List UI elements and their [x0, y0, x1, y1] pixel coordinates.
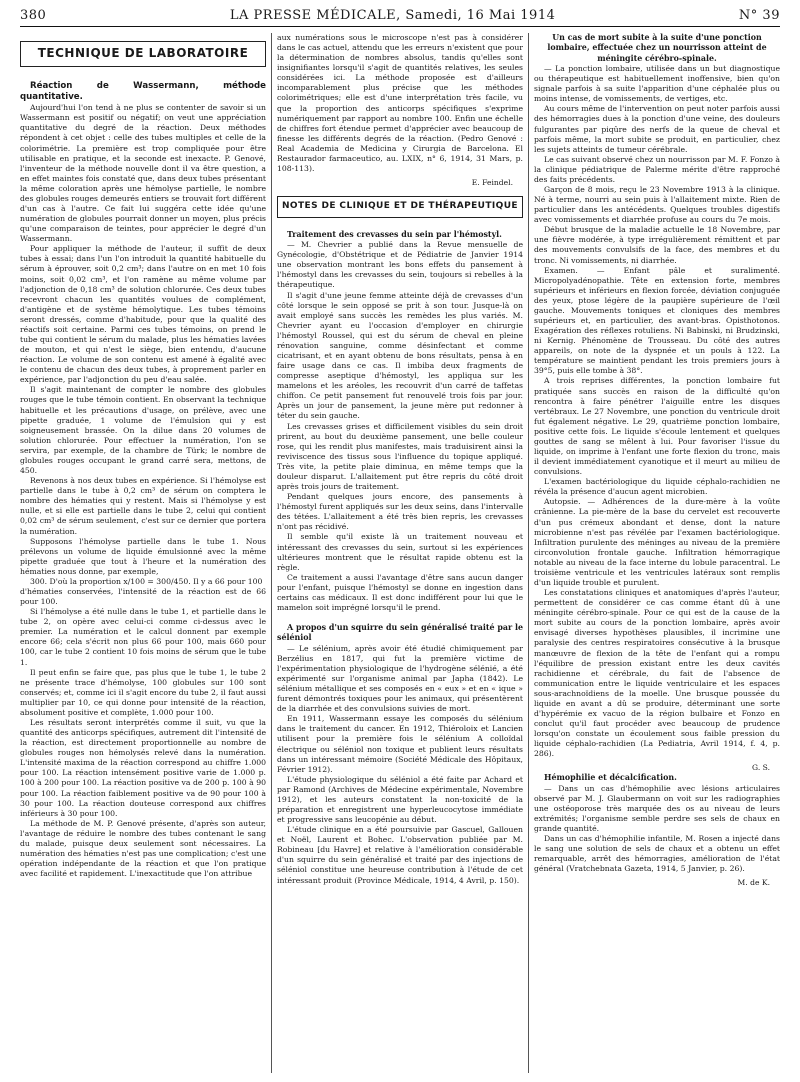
author-signature: G. S. — [752, 763, 770, 773]
paragraph: d'hématies conservées, l'intensité de la réaction est de 66 pour 100. — [20, 586, 266, 607]
paragraph: En 1911, Wassermann essaye les composés du sélénium dans le traitement du cancer. En 1912, Thiéroloix et Lancien utilisent pour la première fois le sélénium A colloïdal électrique ou séléniol non toxique et publient leurs résultats dans un intéressant mémoire (Société Médicale des Hôpitaux, Février 1912). — [277, 714, 523, 774]
paragraph: Il semble qu'il existe là un traitement nouveau et intéressant des crevasses du sein, surtout si les expériences ultérieures montrent que le résultat rapide obtenu est la règle. — [277, 532, 523, 572]
paragraph: Les résultats seront interprétés comme il suit, vu que la quantité des anticorps spécifiques, autrement dit l'intensité de la réaction, est directement proportionnelle au nombre de globules rouges non hémolysés relevé dans la numération. L'intensité maxima de la réaction correspond au chiffre 1.000 pour 100. La réaction intensément positive varie de 1.000 p. 100 à 200 pour 100. La réaction positive va de 200 p. 100 à 90 pour 100. La réaction faiblement positive va de 90 pour 100 à 30 pour 100. La réaction douteuse correspond aux chiffres inférieurs à 30 pour 100. — [20, 717, 266, 818]
paragraph: Il s'agit maintenant de compter le nombre des globules rouges que le tube témoin contient. En observant la technique habituelle et les précautions d'usage, on prélève, avec une pipette graduée, 1 volume de l'émulsion qui y est soigneusement brassée. On la dilue dans 20 volumes de solution chlorurée. Pour effectuer la numération, l'on se servira, par exemple, de la chambre de Türk; le nombre de globules rouges occupant le grand carré sera, mettons, de 450. — [20, 385, 266, 476]
article-title: Réaction de Wassermann, méthode quantitative. — [20, 80, 266, 102]
paragraph: aux numérations sous le microscope n'est pas à considérer dans le cas actuel, attendu que les erreurs n'existent que pour la détermination de nombres absolus, tandis qu'elles sont insignifiantes lorsqu'il s'agit de quantités relatives, les seules considérées ici. La méthode proposée est d'ailleurs incomparablement plus précise que les méthodes colorimétriques; elle est d'une interprétation très facile, vu que la proportion des anticorps spécifiques s'exprime numériquement par rapport au nombre 100. Enfin une échelle de chiffres fort étendue permet d'apprécier avec beaucoup de finesse les différents degrés de la réaction. (Pedro Genové : Real Academia de Medicina y Cirurgia de Barcelona. El Restaurador farmaceutico, au. LXIX, n° 6, 1914, 31 Mars, p. 108-113). — [277, 33, 523, 174]
section-heading: TECHNIQUE DE LABORATOIRE — [20, 41, 266, 67]
issue-number: N° 39 — [738, 8, 780, 23]
column-1 — [20, 33, 266, 1073]
paragraph: — M. Chevrier a publié dans la Revue mensuelle de Gynécologie, d'Obstétrique et de Pédiatrie de Janvier 1914 une observation montrant les bons effets du pansement à l'hémostyl dans les crevasses du sein, toujours si rebelles à la thérapeutique. — [277, 240, 523, 290]
paragraph: — Le sélénium, après avoir été étudié chimiquement par Berzélius en 1817, qui fut la première victime de l'expérimentation physiologique de l'hydrogène sélénié, a été expérimenté sur l'organisme animal par Japha (1842). Le sélénium métallique et ses composés en « eux » et en « ique » furent démontrés toxiques pour les animaux, qui présentèrent de la diarrhée et des convulsions suivies de mort. — [277, 643, 523, 714]
paragraph: Dans un cas d'hémophilie infantile, M. Rosen a injecté dans le sang une solution de sels de chaux et a obtenu un effet remarquable, arrêt des hémorragies, amélioration de l'état général (Vratchebnata Gazeta, 1914, 5 Janvier, p. 26). — [534, 834, 780, 874]
paragraph: A trois reprises différentes, la ponction lombaire fut pratiquée sans succès en raison de la difficulté qu'on rencontra à faire pénétrer l'aiguille entre les disques vertébraux. Le 27 Novembre, une ponction du ventricule droit fut également négative. Le 29, quatrième ponction lombaire, positive cette fois. Le liquide s'écoule lentement et quelques gouttes de sang se mêlent à lui. Pour favoriser l'issue du liquide, on imprime à l'enfant une forte flexion du tronc, mais il devient immédiatement cyanotique et il meurt au milieu de convulsions. — [534, 376, 780, 477]
article-title: A propos d'un squirre du sein généralisé traité par le séléniol — [277, 623, 523, 643]
column-3 — [534, 33, 780, 1073]
paragraph: Examen. — Enfant pâle et suralimenté. Micropolyadénopathie. Tête en extension forte, membres supérieurs et inférieurs en flexion forcée, déviation conjuguée des yeux, ptose légère de la paupière supérieure de l'œil gauche. Mouvements toniques et cloniques des membres supérieurs et, en particulier, des avant-bras. Opisthotonos. Exagération des réflexes rotuliens. Ni Babinski, ni Brudzinski, ni Kernig. Phénomène de Trousseau. Du côté des autres appareils, on note de la dyspnée et un pouls à 122. La température se maintient pendant les trois premiers jours à 39°5, puis elle tombe à 38°. — [534, 265, 780, 376]
paragraph: Pendant quelques jours encore, des pansements à l'hémostyl furent appliqués sur les deux seins, dans l'intervalle des tétées. L'allaitement a été très bien repris, les crevasses n'ont pas récidivé. — [277, 492, 523, 532]
formula: 300. D'où la proportion x/100 = 300/450. Il y a 66 pour 100 — [30, 576, 263, 586]
article-title: Un cas de mort subite à la suite d'une ponction lombaire, effectuée chez un nourrisson atteint de méningite cérébro-spinale. — [547, 33, 767, 63]
author-signature: M. de K. — [737, 878, 770, 888]
column-divider — [271, 33, 272, 1073]
paragraph: Revenons à nos deux tubes en expérience. Si l'hémolyse est partielle dans le tube à 0,2 cm³ de sérum on comptera le nombre des hématies qui y restent. Mais si l'hémolyse y est nulle, et si elle est partielle dans le tube 2, celui qui contient 0,02 cm³ de sérum seulement, c'est sur ce dernier que portera la numération. — [20, 476, 266, 536]
page-number: 380 — [20, 8, 47, 23]
paragraph: Pour appliquer la méthode de l'auteur, il suffit de deux tubes à essai; dans l'un l'on introduit la quantité habituelle du sérum à éprouver, soit 0,2 cm³; dans l'autre on en met 10 fois moins, soit 0,02 cm³, et l'on ramène au même volume par l'adjonction de 0,18 cm³ de solution chlorurée. Ces deux tubes recevront chacun les quantités voulues de complément, d'antigène et de système hémolytique. Les tubes témoins seront dressés, comme d'habitude, pour que la qualité des réactifs soit certaine. Parmi ces tubes témoins, on prend le tube qui contient le sérum du malade, plus les hématies lavées de mouton, et qui n'est le siège, bien entendu, d'aucune réaction. Le volume de son contenu est amené à égalité avec le contenu de chacun des deux tubes, à proprement parler en expérience, par l'adjonction du peu d'eau salée. — [20, 244, 266, 385]
column-2 — [277, 33, 523, 1073]
article-title: Traitement des crevasses du sein par l'hémostyl. — [287, 229, 502, 239]
page-header — [20, 8, 780, 27]
paragraph: Il peut enfin se faire que, pas plus que le tube 1, le tube 2 ne présente trace d'hémolyse, 100 globules sur 100 sont conservés; et, comme ici il s'agit encore du tube 2, il faut aussi multiplier par 10, ce qui donne pour intensité de la réaction, absolument positive et complète, 1.000 pour 100. — [20, 667, 266, 717]
paragraph: Si l'hémolyse a été nulle dans le tube 1, et partielle dans le tube 2, on opère avec celui-ci comme ci-dessus avec le premier. La numération et le calcul donnent par exemple encore 66; cela s'écrit non plus 66 pour 100, mais 660 pour 100, car le tube 2 contient 10 fois moins de sérum que le tube 1. — [20, 607, 266, 667]
paragraph: L'examen bactériologique du liquide céphalo-rachidien ne révéla la présence d'aucun agent microbien. — [534, 477, 780, 497]
article-title: Hémophilie et décalcification. — [544, 773, 677, 783]
paragraph: Ce traitement a aussi l'avantage d'être sans aucun danger pour l'enfant, puisque l'hémostyl se donne en ingestion dans certains cas médicaux. Il est donc indifférent pour lui que le mamelon soit imprégné lorsqu'il le prend. — [277, 572, 523, 612]
column-divider — [528, 33, 529, 1073]
paragraph: Autopsie. — Adhérences de la dure-mère à la voûte crânienne. La pie-mère de la base du cervelet est recouverte d'un pus crémeux abondant et dense, dont la nature microbienne n'est pas révélée par l'examen bactériologique. Infiltration purulente des méninges au niveau de la première circonvolution frontale gauche. Infiltration hémorragique notable au niveau de la face interne du lobule paracentral. Le troisième ventricule et les ventricules latéraux sont remplis d'un liquide trouble et purulent. — [534, 497, 780, 588]
paragraph: Les crevasses grises et difficilement visibles du sein droit prirent, au bout du deuxième pansement, une belle couleur rose, qui les rendit plus manifestes, mais traduisirent ainsi la reviviscence des tissus sous l'influence du topique appliqué. Très vite, la petite plaie diminua, en même temps que la douleur disparut. L'allaitement put être repris du côté droit après trois jours de traitement. — [277, 421, 523, 492]
paragraph: Il s'agit d'une jeune femme atteinte déjà de crevasses d'un côté lorsque le sein opposé se prit à son tour. Jusque-là on avait employé sans succès les remèdes les plus variés. M. Chevrier ayant eu l'occasion d'employer en chirurgie l'hémostyl Roussel, qui est du sérum de cheval en pleine rénovation sanguine, comme désinfectant et comme cicatrisant, et en ayant obtenu de bons résultats, pensa à en faire usage dans ce cas. Il imbiba deux fragments de compresse aseptique d'hémostyl, les appliqua sur les mamelons et les aréoles, les recouvrit d'un carré de taffetas chiffon. Ce petit pansement fut renouvelé trois fois par jour. Après un jour de pansement, la jeune mère put redonner à téter du sein gauche. — [277, 290, 523, 421]
journal-title: LA PRESSE MÉDICALE, Samedi, 16 Mai 1914 — [229, 8, 556, 23]
paragraph: — Dans un cas d'hémophilie avec lésions articulaires observé par M. J. Glaubermann on voit sur les radiographies une ostéoporose très marquée des os au niveau de leurs extrémités; l'organisme semble perdre ses sels de chaux en grande quantité. — [534, 783, 780, 834]
paragraph: La méthode de M. P. Genové présente, d'après son auteur, l'avantage de réduire le nombre des tubes contenant le sang du malade, puisque deux seulement sont nécessaires. La numération des hématies n'est pas une complication; c'est une opération indépendante de la réaction et que l'on pratique avec facilité et rapidement. L'inexactitude que l'on attribue — [20, 818, 266, 879]
paragraph: Garçon de 8 mois, reçu le 23 Novembre 1913 à la clinique. Né à terme, nourri au sein puis à l'allaitement mixte. Rien de particulier dans les antécédents. Quelques troubles digestifs avec vomissements et diarrhée profuse au cours du 7e mois. — [534, 184, 780, 225]
paragraph: Au cours même de l'intervention on peut noter parfois aussi des hémorragies dues à la ponction d'une veine, des douleurs fulgurantes par piqûre des nerfs de la queue de cheval et parfois même, la mort subite se produit, en particulier, chez les sujets atteints de tumeur cérébrale. — [534, 104, 780, 154]
paragraph: Le cas suivant observé chez un nourrisson par M. F. Fonzo à la clinique pédiatrique de Palerme mérite d'être rapproché des faits précédents. — [534, 154, 780, 184]
paragraph: Supposons l'hémolyse partielle dans le tube 1. Nous prélevons un volume de liquide émulsionné avec la même pipette graduée que tout à l'heure et la numération des hématies nous donne, par exemple, — [20, 536, 266, 576]
columns — [20, 33, 780, 1073]
paragraph: L'étude physiologique du séléniol a été faite par Achard et par Ramond (Archives de Médecine expérimentale, Novembre 1912), et les auteurs constatent la non-toxicité de la préparation et enregistrent une hyperleucocytose immédiate et progressive sans leucopénie au début. — [277, 774, 523, 825]
paragraph: Début brusque de la maladie actuelle le 18 Novembre, par une fièvre modérée, à type irrégulièrement rémittent et par des mouvements convulsifs de la face, des membres et du tronc. Ni vomissements, ni diarrhée. — [534, 225, 780, 265]
paragraph: Les constatations cliniques et anatomiques d'après l'auteur, permettent de considérer ce cas comme étant dû à une méningite cérébro-spinale. Pour ce qui est de la cause de la mort subite au cours de la ponction lombaire, après avoir envisagé diverses hypothèses plausibles, il incrimine une paralysie des centres respiratoires consécutive à la brusque manœuvre de flexion de la tête de l'enfant qui a rompu l'équilibre de pression existant entre les deux cavités rachidienne et cérébrale, du fait de l'absence de communication entre le liquide ventriculaire et les espaces sous-arachnoïdiens de la moelle. Une brusque poussée du liquide en avant a dû se produire, déterminant une sorte d'hypérémie ex vacuo de la région bulbaire et Fonzo en conclut qu'il faut procéder avec beaucoup de prudence lorsqu'on constate un écoulement sous faible pression du liquide céphalo-rachidien (La Pediatria, Avril 1914, f. 4, p. 286). — [534, 588, 780, 759]
paragraph: — La ponction lombaire, utilisée dans un but diagnostique ou thérapeutique est habituellement inoffensive, bien qu'on signale parfois à sa suite l'apparition d'une céphalée plus ou moins intense, de vomissements, de vertiges, etc. — [534, 64, 780, 104]
section-heading: NOTES DE CLINIQUE ET DE THÉRAPEUTIQUE — [277, 196, 523, 218]
paragraph: L'étude clinique en a été poursuivie par Gascuel, Gallouen et Noël, Laurent et Bohec. L'observation publiée par M. Robineau [du Havre] et relative à l'amélioration considérable d'un squirre du sein généralisé et traité par des injections de séléniol constitue une heureuse contribution à l'étude de cet intéressant produit (Province Médicale, 1914, 4 Avril, p. 150). — [277, 825, 523, 885]
author-signature: E. Feindel. — [471, 178, 513, 188]
paragraph: Aujourd'hui l'on tend à ne plus se contenter de savoir si un Wassermann est positif ou négatif; on veut une appréciation quantitative du degré de la réaction. Deux méthodes répondent à cet objet : celle des tubes multiples et celle de la colorimétrie. La première est trop compliquée pour être utilisable en pratique, et la seconde est inexacte. P. Genové, l'inventeur de la méthode nouvelle dont il va être question, a en effet maintes fois constaté que, dans deux tubes présentant la même coloration après une hémolyse partielle, le nombre des globules rouges demeurés entiers se trouvait fort différent d'un cas à l'autre. Ce fait lui suggéra cette idée qu'une numération de globules pourrait donner un moyen, plus précis qu'une comparaison de teintes, pour apprécier le degré d'un Wassermann. — [20, 103, 266, 244]
